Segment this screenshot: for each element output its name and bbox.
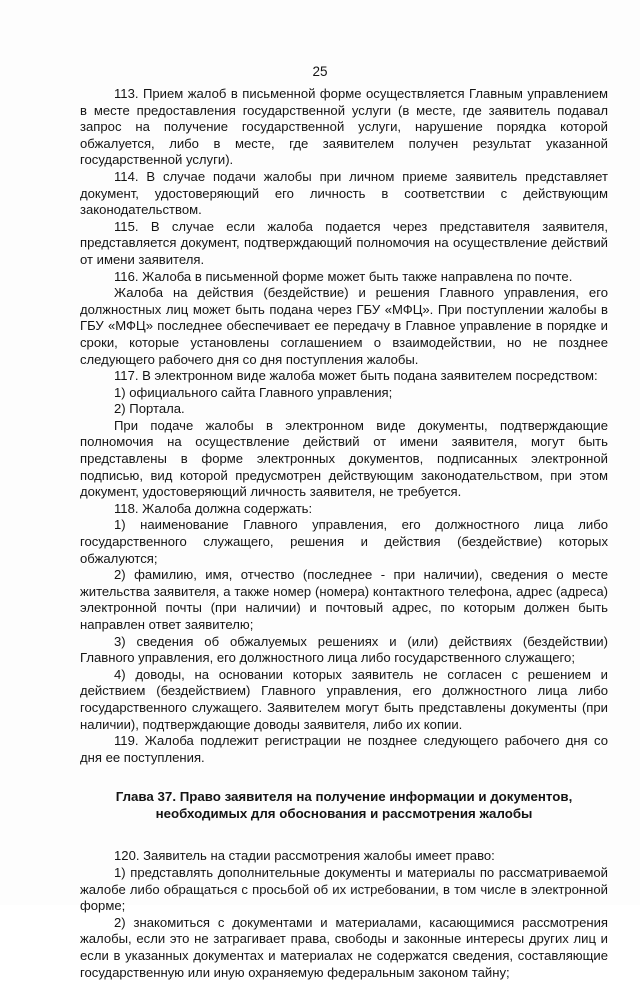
- paragraph-116-mfc: Жалоба на действия (бездействие) и решения Главного управления, его должностных лиц может быть подана через ГБУ «МФЦ». При поступлении жалобы в ГБУ «МФЦ» последнее обеспечивает ее передачу в Главное управление в порядке и сроки, которые установлены соглашением о взаимодействии, но не позднее следующего рабочего дня со дня поступления жалобы.: [80, 285, 608, 367]
- paragraph-117: 117. В электронном виде жалоба может быть подана заявителем посредством:: [114, 368, 598, 384]
- chapter-heading: [80, 788, 608, 822]
- paragraph-117-item-2: 2) Портала.: [114, 401, 185, 417]
- paragraph-117-item-1: 1) официального сайта Главного управления;: [114, 384, 393, 400]
- paragraph-120: 120. Заявитель на стадии рассмотрения жалобы имеет право:: [114, 848, 495, 864]
- paragraph-118-item-1: 1) наименование Главного управления, его должностного лица либо государственного служащего, решения и действия (бездействие) которых обжалуются;: [80, 517, 608, 566]
- paragraph-118: 118. Жалоба должна содержать:: [114, 500, 313, 516]
- paragraph-120-item-2: 2) знакомиться с документами и материалами, касающимися рассмотрения жалобы, если это не затрагивает права, свободы и законные интересы других лиц и если в указанных документах и материалах не содержатся сведения, составляющие государственную или иную охраняемую федеральным законом тайну;: [80, 914, 608, 980]
- page-number: 25: [312, 64, 328, 79]
- paragraph-114: 114. В случае подачи жалобы при личном приеме заявитель представляет документ, удостоверяющий его личность в соответствии с действующим законодательством.: [80, 168, 608, 218]
- paragraph-113: 113. Прием жалоб в письменной форме осуществляется Главным управлением в месте предоставления государственной услуги (в месте, где заявитель подавал запрос на получение государственной услуги, нарушение порядка которой обжалуется, либо в месте, где заявителем получен результат указанной государственной услуги).: [80, 86, 608, 168]
- paragraph-116: 116. Жалоба в письменной форме может быть также направлена по почте.: [114, 268, 573, 284]
- paragraph-120-item-1: 1) представлять дополнительные документы и материалы по рассматриваемой жалобе либо обращаться с просьбой об их истребовании, в том числе в электронной форме;: [80, 864, 608, 914]
- chapter-heading-line-2: необходимых для обоснования и рассмотрения жалобы: [155, 806, 533, 822]
- paragraph-119: 119. Жалоба подлежит регистрации не позднее следующего рабочего дня со дня ее поступления.: [80, 733, 608, 765]
- paragraph-118-item-2: 2) фамилию, имя, отчество (последнее - при наличии), сведения о месте жительства заявителя, а также номер (номера) контактного телефона, адрес (адреса) электронной почты (при наличии) и почтовый адрес, по которым должен быть направлен ответ заявителю;: [80, 567, 608, 632]
- document-body: [80, 86, 608, 981]
- paragraph-117-electronic: При подаче жалобы в электронном виде документы, подтверждающие полномочия на осуществление действий от имени заявителя, могут быть представлены в форме электронных документов, подписанных электронной подписью, вид которой предусмотрен действующим законодательством, при этом документ, удостоверяющий личность заявителя, не требуется.: [80, 417, 608, 500]
- paragraph-115: 115. В случае если жалоба подается через представителя заявителя, представляется документ, подтверждающий полномочия на осуществление действий от имени заявителя.: [80, 218, 608, 267]
- chapter-heading-line-1: Глава 37. Право заявителя на получение информации и документов,: [115, 789, 573, 805]
- paragraph-118-item-4: 4) доводы, на основании которых заявитель не согласен с решением и действием (бездействием) Главного управления, его должностного лица либо государственного служащего. Заявителем могут быть представлены документы (при наличии), подтверждающие доводы заявителя, либо их копии.: [80, 666, 608, 732]
- paragraph-118-item-3: 3) сведения об обжалуемых решениях и (или) действиях (бездействии) Главного управления, его должностного лица либо государственного служащего;: [80, 633, 608, 666]
